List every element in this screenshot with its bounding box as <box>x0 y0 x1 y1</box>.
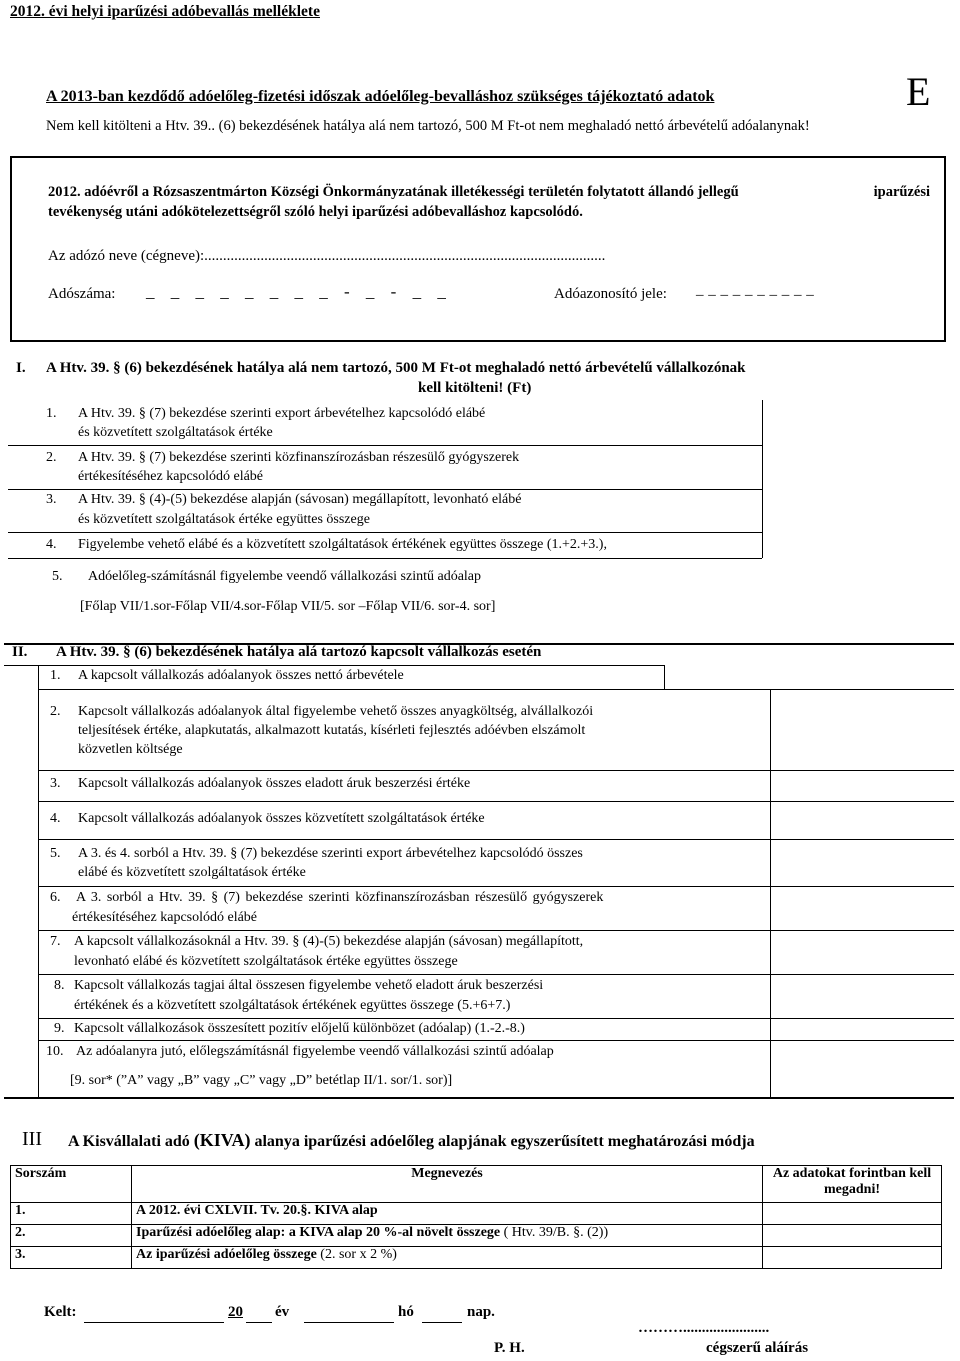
s2-item-2-num: 2. <box>50 704 61 719</box>
s2-item-7-text2: levonható elábé és közvetített szolgáltatások értéke együttes összege <box>74 954 458 969</box>
divider <box>38 1040 954 1041</box>
divider <box>38 1018 954 1019</box>
header-amount: Az adatokat forintban kell megadni! <box>763 1166 942 1203</box>
s2-item-6-num: 6. <box>50 890 61 905</box>
taxpayer-header-box <box>10 156 946 342</box>
month-blank[interactable] <box>304 1322 394 1323</box>
s2-item-4-text: Kapcsolt vállalkozás adóalanyok összes közvetített szolgáltatások értéke <box>78 811 485 826</box>
table-header-row <box>11 1166 942 1203</box>
section3-title-post: alanya iparűzési adóelőleg alapjának egyszerűsített meghatározási módja <box>250 1133 755 1150</box>
s1-item-5-text: Adóelőleg-számításnál figyelembe veendő vállalkozási szintű adóalap <box>88 569 482 584</box>
s2-item-2-text3: közvetlen költsége <box>78 742 183 757</box>
row-value-cell[interactable] <box>763 1203 942 1225</box>
divider <box>38 689 954 690</box>
s1-item-2-text: A Htv. 39. § (7) bekezdése szerinti közfinanszírozásban részesülő gyógyszerek <box>78 450 520 465</box>
value-column-border <box>770 689 771 1099</box>
s2-item-2-text: Kapcsolt vállalkozás adóalanyok által figyelembe vehető összes anyagköltség, alvállalkozói <box>78 704 594 719</box>
s2-item-9-num: 9. <box>54 1021 65 1036</box>
row-num: 3. <box>11 1247 132 1269</box>
header-text-line2: tevékenység utáni adókötelezettségről szóló helyi iparűzési adóbevalláshoz kapcsolódó. <box>48 204 583 220</box>
row-name <box>132 1247 763 1269</box>
table-row <box>11 1225 942 1247</box>
divider <box>38 974 954 975</box>
s1-item-4-num: 4. <box>46 537 57 552</box>
s2-item-9-text: Kapcsolt vállalkozások összesített pozitív előjelű különbözet (adóalap) (1.-2.-8.) <box>74 1021 525 1036</box>
s2-item-7-text: A kapcsolt vállalkozásoknál a Htv. 39. § (4)-(5) bekezdése alapján (sávosan) megállapított, <box>74 934 584 949</box>
table-row <box>11 1247 942 1269</box>
s1-item-2-text2: értékesítéséhez kapcsolódó elábé <box>78 469 264 484</box>
divider <box>38 930 954 931</box>
s2-item-8-text2: értékének és a közvetített szolgáltatások értékének együttes összege (5.+6+7.) <box>74 998 511 1013</box>
notice-title: A 2013-ban kezdődő adóelőleg-fizetési időszak adóelőleg-bevalláshoz szükséges tájékoztató adatok <box>46 88 715 105</box>
s1-item-3-num: 3. <box>46 492 57 507</box>
s2-item-6-text2: értékesítéséhez kapcsolódó elábé <box>72 910 258 925</box>
place-blank[interactable] <box>84 1322 224 1323</box>
s2-item-5-text: A 3. és 4. sorból a Htv. 39. § (7) bekezdése szerinti export árbevételhez kapcsolódó összes <box>78 846 583 861</box>
s1-item-5-num: 5. <box>52 569 63 584</box>
s2-item-4-num: 4. <box>50 811 61 826</box>
table-row <box>11 1203 942 1225</box>
s1-item-5-text2: [Főlap VII/1.sor-Főlap VII/4.sor-Főlap VII/5. sor –Főlap VII/6. sor-4. sor] <box>80 599 496 614</box>
column-border <box>664 665 665 689</box>
divider <box>38 886 954 887</box>
signature-label: cégszerű aláírás <box>706 1340 809 1356</box>
s1-item-2-num: 2. <box>46 450 57 465</box>
section3-title-kiva: (KIVA) <box>193 1130 251 1150</box>
row-name-extra: ( Htv. 39/B. §. (2)) <box>500 1225 609 1240</box>
s2-item-3-text: Kapcsolt vállalkozás adóalanyok összes eladott áruk beszerzési értéke <box>78 776 471 791</box>
tax-number-field[interactable]: _ _ _ _ _ _ _ _ - _ - _ _ <box>146 282 447 301</box>
divider <box>8 445 762 446</box>
section1-title: A Htv. 39. § (6) bekezdésének hatálya alá nem tartozó, 500 M Ft-ot meghaladó nettó árbevételű vállalkozónak <box>46 360 746 376</box>
s2-item-10-num: 10. <box>46 1044 64 1059</box>
row-name-text: Az iparűzési adóelőleg összege <box>136 1247 317 1262</box>
row-value-cell[interactable] <box>763 1225 942 1247</box>
s2-item-5-text2: elábé és közvetített szolgáltatások értéke <box>78 865 306 880</box>
month-label: hó <box>398 1304 414 1320</box>
divider <box>4 665 664 666</box>
header-text-line1-end: iparűzési <box>873 184 930 200</box>
section3-title-pre: A Kisvállalati adó <box>68 1133 194 1150</box>
value-column-border <box>762 400 763 558</box>
s2-item-1-num: 1. <box>50 668 61 683</box>
section1-number: I. <box>16 360 26 376</box>
row-name-extra: (2. sor x 2 %) <box>316 1247 397 1262</box>
section1-title-line2: kell kitölteni! (Ft) <box>418 380 532 396</box>
row-name <box>132 1225 763 1247</box>
document-title: 2012. évi helyi iparűzési adóbevallás melléklete <box>10 3 320 20</box>
row-name <box>132 1203 763 1225</box>
s2-item-3-num: 3. <box>50 776 61 791</box>
s2-item-6-text: A 3. sorból a Htv. 39. § (7) bekezdése szerinti közfinanszírozásban részesülő gyógyszerek <box>76 890 604 905</box>
divider <box>38 839 954 840</box>
s1-item-1-text2: és közvetített szolgáltatások értéke <box>78 425 273 440</box>
tax-id-label: Adóazonosító jele: <box>554 286 667 302</box>
s1-item-3-text2: és közvetített szolgáltatások értéke együttes összege <box>78 512 370 527</box>
section3-title <box>68 1130 755 1151</box>
tax-number-label: Adószáma: <box>48 286 116 302</box>
year-label: év <box>275 1304 290 1320</box>
s2-item-5-num: 5. <box>50 846 61 861</box>
day-blank[interactable] <box>422 1322 462 1323</box>
divider <box>38 801 954 802</box>
notice-subtitle: Nem kell kitölteni a Htv. 39.. (6) bekezdésének hatálya alá nem tartozó, 500 M Ft-ot nem meghaladó nettó árbevételű adóalanynak! <box>46 118 810 134</box>
tax-id-field[interactable]: _ _ _ _ _ _ _ _ _ _ <box>696 282 815 298</box>
row-num: 1. <box>11 1203 132 1225</box>
divider <box>8 532 762 533</box>
header-sorszam: Sorszám <box>11 1166 132 1203</box>
s2-item-2-text2: teljesítések értéke, alapkutatás, alkalmazott kutatás, kísérleti fejlesztés adóévben elszámolt <box>78 723 586 738</box>
stamp-label: P. H. <box>494 1340 525 1356</box>
divider <box>38 770 954 771</box>
divider <box>8 489 762 490</box>
signature-dots: ………....................... <box>638 1320 770 1336</box>
kiva-table <box>10 1165 942 1269</box>
header-megnevezes: Megnevezés <box>132 1166 763 1203</box>
s1-item-1-text: A Htv. 39. § (7) bekezdése szerinti export árbevételhez kapcsolódó elábé <box>78 406 486 421</box>
section2-title: A Htv. 39. § (6) bekezdésének hatálya alá tartozó kapcsolt vállalkozás esetén <box>56 644 542 660</box>
notice-letter: E <box>906 69 931 114</box>
row-name-text: A 2012. évi CXLVII. Tv. 20.§. KIVA alap <box>136 1203 378 1218</box>
header-text-line1: 2012. adóévről a Rózsaszentmárton Községi Önkormányzatának illetékességi területén folytatott állandó jellegű <box>48 184 739 200</box>
section3-number: III <box>22 1128 42 1150</box>
s1-item-3-text: A Htv. 39. § (4)-(5) bekezdése alapján (sávosan) megállapított, levonható elábé <box>78 492 522 507</box>
s2-item-7-num: 7. <box>50 934 61 949</box>
s1-item-1-num: 1. <box>46 406 57 421</box>
s2-item-1-text: A kapcsolt vállalkozás adóalanyok összes nettó árbevétele <box>78 668 404 683</box>
s2-item-10-text: Az adóalanyra jutó, előlegszámításnál figyelembe veendő vállalkozási szintű adóalap <box>76 1044 554 1059</box>
divider <box>8 558 762 559</box>
row-num: 2. <box>11 1225 132 1247</box>
s1-item-4-text: Figyelembe vehető elábé és a közvetített szolgáltatások értékének együttes összege (1.+2.+3.), <box>78 537 607 552</box>
s2-item-8-num: 8. <box>54 978 65 993</box>
row-number-column-border <box>38 665 39 1099</box>
section2-number: II. <box>12 644 28 660</box>
day-label: nap. <box>467 1304 495 1320</box>
row-name-text: Iparűzési adóelőleg alap: a KIVA alap 20 %-al növelt összege <box>136 1225 501 1240</box>
kelt-label: Kelt: <box>44 1304 77 1320</box>
row-value-cell[interactable] <box>763 1247 942 1269</box>
year-prefix: 20 <box>228 1304 243 1320</box>
s2-item-8-text: Kapcsolt vállalkozás tagjai által összesen figyelembe vehető eladott áruk beszerzési <box>74 978 544 993</box>
taxpayer-name-field[interactable]: Az adózó neve (cégneve):........................................................................................................... <box>48 248 606 264</box>
year-blank[interactable] <box>246 1322 272 1323</box>
s2-item-10-text2: [9. sor* (”A” vagy „B” vagy „C” vagy „D” betétlap II/1. sor/1. sor)] <box>70 1073 453 1088</box>
